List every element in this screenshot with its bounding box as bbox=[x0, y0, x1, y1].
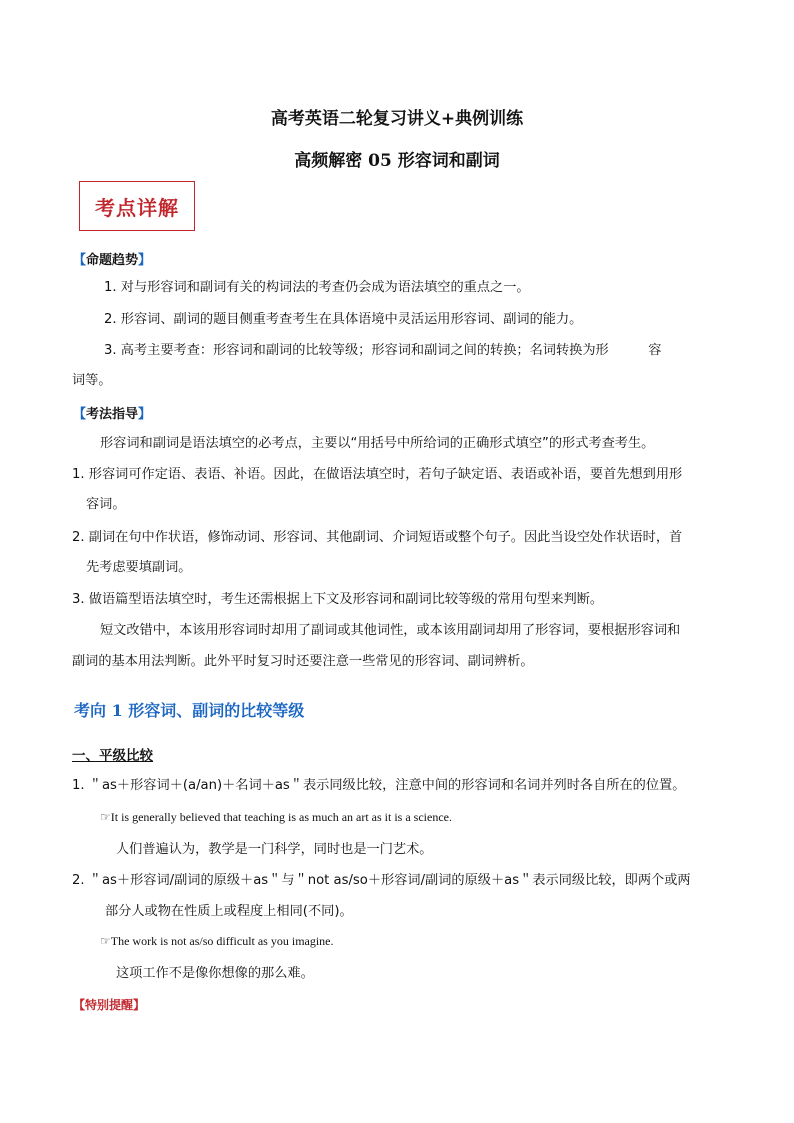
guide-line-3: 3. 做语篇型语法填空时，考生还需根据上下文及形容词和副词比较等级的常用句型来判断。 bbox=[72, 592, 604, 607]
trend-item-3-cont: 词等。 bbox=[72, 373, 112, 388]
guide-para-cont: 副词的基本用法判断。此外平时复习时还要注意一些常见的形容词、副词辨析。 bbox=[72, 654, 534, 669]
document-title: 高考英语二轮复习讲义+典例训练 bbox=[270, 109, 524, 129]
rule-2-cont: 部分人或物在性质上或程度上相同(不同)。 bbox=[105, 904, 353, 919]
section-heading: 考向 1 形容词、副词的比较等级 bbox=[74, 701, 305, 720]
example-1-en bbox=[100, 810, 452, 825]
pointing-hand-icon: ☞ bbox=[100, 810, 111, 824]
example-1-zh: 人们普遍认为，教学是一门科学，同时也是一门艺术。 bbox=[116, 842, 433, 857]
banner-label: 考点详解 bbox=[95, 195, 179, 220]
guide-intro: 形容词和副词是语法填空的必考点，主要以“用括号中所给词的正确形式填空”的形式考查考生。 bbox=[100, 436, 655, 451]
subsection-heading: 一、平级比较 bbox=[72, 748, 153, 764]
guide-para: 短文改错中，本该用形容词时却用了副词或其他词性，或本该用副词却用了形容词，要根据形容词和 bbox=[100, 623, 681, 638]
rule-1: 1. ＂as＋形容词＋(a/an)＋名词＋as＂表示同级比较，注意中间的形容词和名词并列时各自所在的位置。 bbox=[72, 778, 686, 793]
trend-tag-label: 命题趋势 bbox=[86, 253, 139, 268]
rule-2: 2. ＂as＋形容词/副词的原级＋as＂与＂not as/so＋形容词/副词的原级＋as＂表示同级比较，即两个或两 bbox=[72, 873, 691, 888]
guide-line-2: 2. 副词在句中作状语，修饰动词、形容词、其他副词、介词短语或整个句子。因此当设空处作状语时，首 bbox=[72, 530, 683, 545]
note-tag-label: 特别提醒 bbox=[85, 998, 134, 1012]
example-1-en-text: It is generally believed that teaching is as much an art as it is a science. bbox=[110, 810, 452, 824]
trend-item-1: 1. 对与形容词和副词有关的构词法的考查仍会成为语法填空的重点之一。 bbox=[104, 280, 530, 295]
guide-line-1-cont: 容词。 bbox=[86, 497, 126, 512]
guide-tag-label: 考法指导 bbox=[86, 407, 139, 422]
section-banner bbox=[79, 181, 195, 231]
example-2-en bbox=[100, 934, 334, 949]
trend-item-2: 2. 形容词、副词的题目侧重考查考生在具体语境中灵活运用形容词、副词的能力。 bbox=[104, 312, 583, 327]
note-tag: 【特别提醒】 bbox=[73, 998, 146, 1012]
example-2-en-text: The work is not as/so difficult as you imagine. bbox=[110, 934, 334, 948]
trend-item-3: 3. 高考主要考查：形容词和副词的比较等级；形容词和副词之间的转换；名词转换为形 容 bbox=[104, 343, 662, 358]
guide-tag: 【考法指导】 bbox=[73, 407, 152, 422]
document-subtitle: 高频解密 05 形容词和副词 bbox=[294, 151, 500, 171]
guide-line-2-cont: 先考虑要填副词。 bbox=[86, 560, 192, 575]
example-2-zh: 这项工作不是像你想像的那么难。 bbox=[116, 966, 314, 981]
pointing-hand-icon: ☞ bbox=[100, 934, 111, 948]
trend-tag: 【命题趋势】 bbox=[73, 253, 152, 268]
guide-line-1: 1. 形容词可作定语、表语、补语。因此，在做语法填空时，若句子缺定语、表语或补语，要首先想到用形 bbox=[72, 467, 683, 482]
